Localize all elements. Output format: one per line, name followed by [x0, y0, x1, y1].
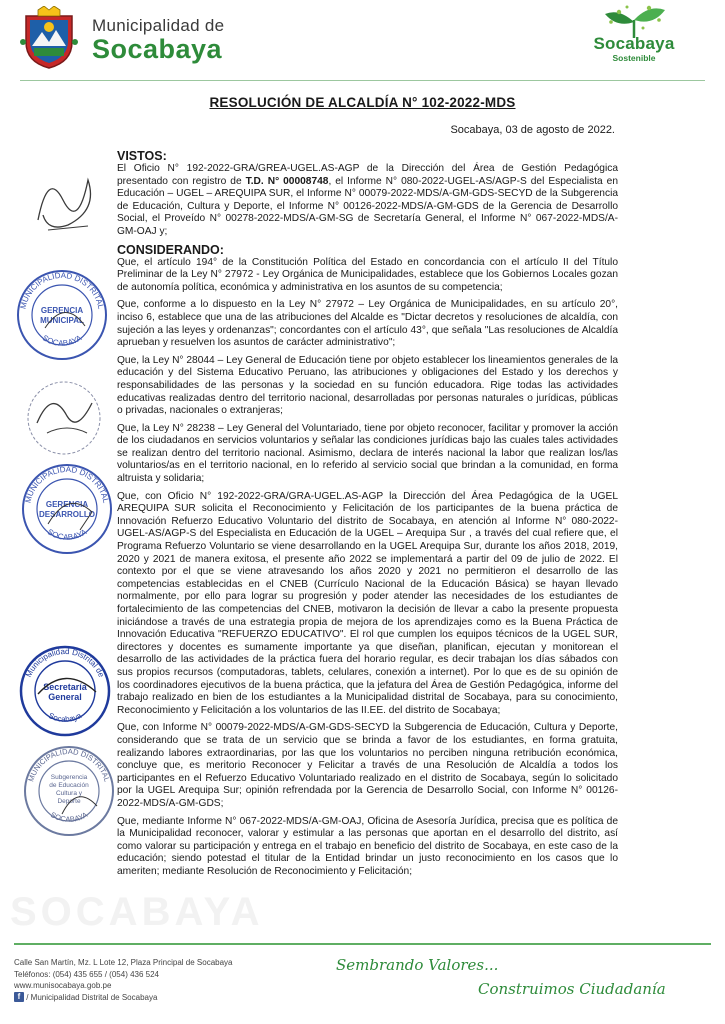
municipal-crest-logo — [20, 6, 78, 70]
socabaya-sostenible-logo — [579, 4, 689, 76]
footer-website[interactable]: www.munisocabaya.gob.pe — [14, 981, 112, 990]
seal1-ring-top: MUNICIPALIDAD DISTRITAL — [18, 270, 106, 310]
vistos-heading: VISTOS: — [117, 149, 167, 163]
footer-facebook: / Municipalidad Distrital de Socabaya — [26, 992, 158, 1002]
seal4-ring-top: MUNICIPALIDAD DISTRITAL — [26, 746, 112, 783]
facebook-icon: f — [14, 992, 24, 1002]
seal1-line2: MUNICIPAL — [40, 316, 84, 325]
seal4-line2: de Educación — [49, 782, 89, 789]
considerando-paragraph-2: Que, conforme a lo dispuesto en la Ley N° 27972 – Ley Orgánica de Municipalidades, en su artículo 20°, inciso 6, establece que una de las atribuciones del Alcalde es "Dictar decretos y resoluciones de alcaldía, con sujeción a las leyes y ordenanzas"; concordantes con el artículo 43°, que señala "Las resoluciones de Alcaldía aprueban y resuelven los asuntos de carácter administrativo"; — [117, 299, 618, 349]
header-divider — [20, 80, 705, 81]
considerando-paragraph-1: Que, el artículo 194° de la Constitución Política del Estado en concordancia con el artículo II del Título Preliminar de la Ley N° 27972 - Ley Orgánica de Municipalidades, establece que los Gobiernos Locales gozan de autonomía política, económica y administrativa en los asuntos de su competencia; — [117, 256, 618, 293]
svg-text:Municipalidad Distrital de — [24, 647, 106, 679]
seal4-line3: Cultura y — [55, 790, 83, 797]
logo-wordmark: Socabaya — [593, 34, 675, 53]
footer-contact — [14, 957, 233, 1003]
seal1-line1: GERENCIA — [40, 306, 84, 315]
municipality-name-line2: Socabaya — [92, 34, 223, 64]
vistos-td-number: T.D. N° 00008748 — [245, 175, 329, 187]
motto-line1: Sembrando Valores... — [336, 956, 499, 974]
seal4-line4: Deporte — [57, 798, 81, 805]
vistos-text-a: El Oficio N° 192-2022-GRA/GREA-UGEL.AS-AGP de la Dirección del Área de Gestión Pedagógica presentado con registro de — [117, 163, 618, 187]
svg-text:MUNICIPALIDAD DISTRITAL — [23, 465, 110, 504]
considerando-paragraph-5: Que, con Oficio N° 192-2022-GRA/GRA-UGEL.AS-AGP la Dirección del Área Pedagógica de la UGEL AREQUIPA SUR solicita el Reconocimiento y Felicitación de los participantes de la buena práctica de Innovación Refuerzo Educativo Voluntario del distrito de Socabaya, en atención al Informe N° 080-2022-UGEL-AS/AGP-S del Especialista en Educación de la UGEL – Arequipa Sur , a través del cual refiere que, el Programa Refuerzo Voluntario se viene desarrollando en la UGEL Arequipa Sur, durante los años 2018, 2019, 2020 y 2021 de manera exitosa, el presente año 2022 se implementará a partir del 09 de julio de 2022. El contexto por el que se viene atravesando los años 2020 y 2021 no permitieron el desarrollo de las competencias establecidas en el CNEB (Currículo Nacional de la Educación Básica) se hayan llevado normalmente, por ello para lograr su progresión y poder atender las necesidades de los estudiantes de fortalecimiento de las competencias del CNEB, motivaron la decisión de llevar a cabo la presente propuesta iniciándose a través de una estrategia propia de mejora de los aprendizajes como es la Buena Práctica de Innovación Educativa "REFUERZO EDUCATIVO". El rol que cumplen los equipos técnicos de la UGEL SUR, directores y docentes es sumamente importante ya que diseñan, planifican, ejecutan y monitorean el desarrollo de las actividades de la práctica fuera del horario regular, es decir trabajan los días sábados con sus propios recursos (computadoras, tablets, celulares, conexión a internet). Por lo que es de su opinión de los coordinadores ejecutivos de la buena práctica, que la jefatura del Área de Gestión Pedagógica, informe del trabajo realizado en bien de los estudiantes a la Municipalidad distrital de Socabaya, para su conocimiento, Reconocimiento y Felicitación a los voluntarios de las II.EE. del distrito de Socabaya; — [117, 490, 618, 716]
footer-divider — [14, 943, 711, 945]
seal2-line1: GERENCIA — [45, 500, 89, 509]
letterhead — [0, 0, 725, 82]
seal3-line1: Secretaría — [43, 682, 87, 692]
stamp-gerencia-desarrollo — [20, 462, 115, 562]
considerando-paragraph-7: Que, mediante Informe N° 067-2022-MDS/A-GM-OAJ, Oficina de Asesoría Jurídica, precisa que es política de la Municipalidad reconocer, valorar y estimular a las personas que aportan en el desarrollo del distrito, así como valorar su participación y entrega en el trabajo en beneficio del distrito de Socabaya, en este caso de la educación; siendo potestad el titular de la Entidad brindar un justo reconocimiento en los casos que lo ameriten; mediante Resolución de Reconocimiento y Felicitación; — [117, 815, 618, 877]
logo-tagline: Sostenible — [612, 53, 656, 63]
stamp-secretaria-general — [18, 644, 113, 744]
seal2-ring-top: MUNICIPALIDAD DISTRITAL — [23, 464, 111, 504]
considerando-paragraph-3: Que, la Ley N° 28044 – Ley General de Educación tiene por objeto establecer los lineamientos generales de la educación y del Sistema Educativo Peruano, las atribuciones y obligaciones del Estado y los derechos y responsabilidades de las personas y la sociedad en su función educadora. Rige todas las actividades educativas realizadas dentro del territorio nacional, desarrolladas por personas naturales o jurídicas, públicas o privadas, nacionales o extranjeras; — [117, 354, 618, 417]
vistos-paragraph — [117, 163, 618, 239]
footer-phones: Teléfonos: (054) 435 655 / (054) 436 524 — [14, 969, 159, 979]
seal2-ring-bottom: SOCABAYA — [45, 527, 89, 542]
seal1-ring-bottom: SOCABAYA — [40, 333, 84, 348]
background-watermark: SOCABAYA — [10, 890, 264, 934]
seal4-line1: Subgerencia — [50, 774, 88, 781]
vistos-text-b: , el Informe N° 080-2022-UGEL-AS/AGP-S del Especialista en Educación – UGEL – AREQUIPA SUR, el Informe N° 00079-2022-MDS/A-GM-GDS-SECYD de la Subgerencia de Educación, Cultura y Deporte, el Informe N° 00126-2022-MDS/A-GM-GDS de la Gerencia de Desarrollo Social, el Proveído N° 00278-2022-MDS/A-GM-SG de Secretaría General, el Informe N° 067-2022-MDS/A-GM-OAJ y; — [117, 175, 619, 237]
handwritten-signature — [28, 160, 108, 245]
document-date: Socabaya, 03 de agosto de 2022. — [450, 124, 615, 136]
svg-text:MUNICIPALIDAD DISTRITAL — [18, 271, 105, 310]
handwritten-signature — [22, 378, 107, 463]
considerando-heading: CONSIDERANDO: — [117, 242, 224, 257]
svg-text:SOCABAYA — [49, 810, 89, 824]
seal2-line2: DESARROLLO — [39, 510, 95, 519]
stamp-gerencia-municipal — [15, 268, 110, 368]
svg-text:SOCABAYA — [46, 527, 89, 542]
footer-address: Calle San Martín, Mz. L Lote 12, Plaza Principal de Socabaya — [14, 958, 233, 967]
sprout-icon — [599, 4, 669, 38]
seal4-ring-bottom: SOCABAYA — [48, 810, 90, 824]
seal3-ring-bottom: Socabaya — [47, 711, 83, 724]
document-body — [117, 150, 618, 883]
resolution-title: RESOLUCIÓN DE ALCALDÍA N° 102-2022-MDS — [209, 95, 516, 110]
svg-text:SOCABAYA — [41, 333, 84, 348]
seal3-ring-top: Municipalidad Distrital de — [24, 646, 107, 679]
stamp-subgerencia-educacion — [22, 744, 117, 844]
considerando-paragraph-4: Que, la Ley N° 28238 – Ley General del Voluntariado, tiene por objeto reconocer, facilitar y promover la acción de los ciudadanos en servicios voluntarios y señalar las condiciones jurídicas bajo las cuales tales actividades se realizan dentro del territorio nacional. Asimismo, declara de interés nacional la labor que realizan los/las voluntarios/as en el territorio nacional, en lo referido al servicio social que brindan a la comunidad, en forma altruista y solidaria; — [117, 422, 618, 485]
svg-text:Socabaya — [47, 711, 83, 724]
footer-facebook-line[interactable] — [14, 992, 233, 1004]
motto-line2: Construimos Ciudadanía — [478, 980, 666, 998]
seal3-line2: General — [48, 692, 82, 702]
considerando-paragraph-6: Que, con Informe N° 00079-2022-MDS/A-GM-GDS-SECYD la Subgerencia de Educación, Cultura y Deporte, considerando que se trata de un servicio que se brinda a favor de los estudiantes, en forma gratuita, realizando labores extraordinarias, por las que los voluntarios no perciben ninguna retribución económica, concluye que, es meritorio Reconocer y Felicitar a través de una Resolución de Alcaldía a todos los participantes en el Refuerzo Educativo Voluntariado realizado en el distrito de Socabaya, según lo solicitado por la UGEL Arequipa Sur; opinión refrendada por la Gerencia de Desarrollo Social, con Informe N° 00126-2022-MDS/A-GM-GDS; — [117, 722, 618, 809]
municipality-name-line1: Municipalidad de — [92, 16, 225, 35]
